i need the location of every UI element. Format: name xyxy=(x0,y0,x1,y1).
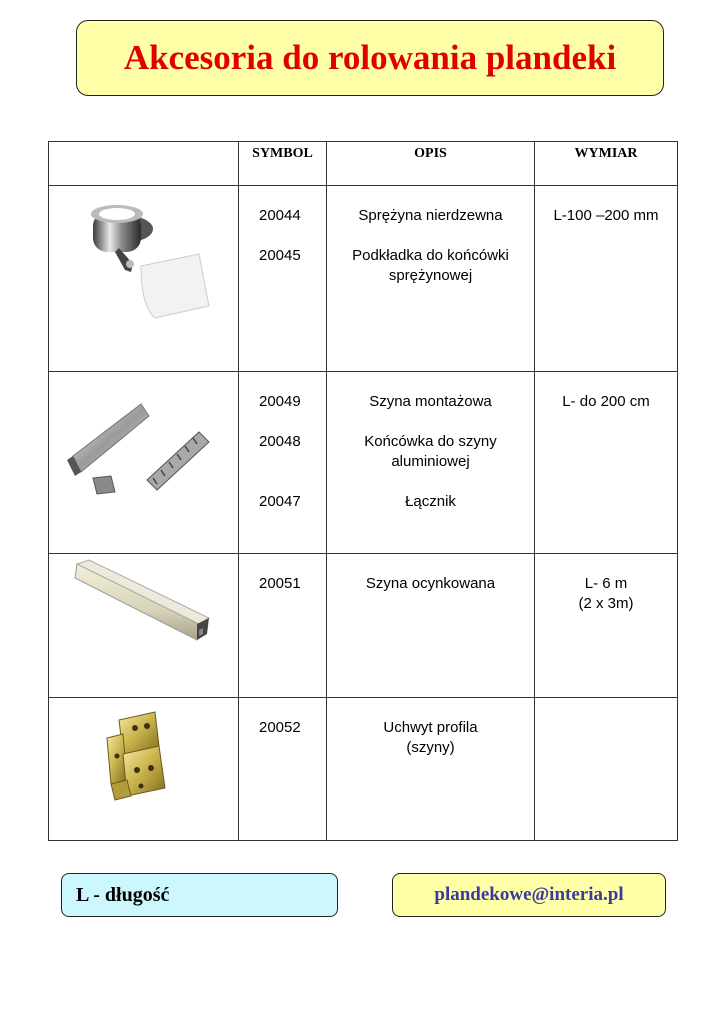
product-image-galvanized-rail xyxy=(49,554,239,698)
dimension-cell xyxy=(535,554,678,698)
symbol-cell xyxy=(239,372,327,554)
description-cell xyxy=(327,554,535,698)
description-text: Podkładka do końcówki sprężynowej xyxy=(352,247,509,284)
header-symbol: SYMBOL xyxy=(239,142,327,186)
email-box xyxy=(392,873,666,917)
dimension-cell xyxy=(535,698,678,841)
products-table xyxy=(48,141,678,841)
table-row xyxy=(49,698,678,841)
description-text: Uchwyt profila (szyny) xyxy=(383,719,478,756)
header-opis: OPIS xyxy=(327,142,535,186)
symbol-text: 20044 xyxy=(259,207,301,224)
dimension-cell xyxy=(535,372,678,554)
symbol-text: 20048 xyxy=(259,433,301,450)
symbol-text: 20052 xyxy=(259,719,301,736)
symbol-text: 20051 xyxy=(259,575,301,592)
description-text: Szyna ocynkowana xyxy=(365,575,496,592)
symbol-cell xyxy=(239,698,327,841)
table-row xyxy=(49,372,678,554)
dimension-text: L-100 –200 mm xyxy=(553,207,659,224)
table-row xyxy=(49,186,678,372)
dimension-cell xyxy=(535,186,678,372)
symbol-text: 20049 xyxy=(259,393,301,410)
symbol-text: 20045 xyxy=(259,247,301,264)
description-text: Sprężyna nierdzewna xyxy=(358,207,503,224)
product-image-spring xyxy=(49,186,239,372)
description-text: Szyna montażowa xyxy=(369,393,492,410)
description-cell xyxy=(327,186,535,372)
symbol-text: 20047 xyxy=(259,493,301,510)
product-image-rail-set xyxy=(49,372,239,554)
length-legend-box xyxy=(61,873,338,917)
page-title: Akcesoria do rolowania plandeki xyxy=(123,38,617,77)
symbol-cell xyxy=(239,186,327,372)
title-banner xyxy=(76,20,664,96)
dimension-text: L- 6 m xyxy=(584,575,628,592)
description-cell xyxy=(327,698,535,841)
table-header-row xyxy=(49,142,678,186)
description-text: Łącznik xyxy=(405,493,456,510)
description-cell xyxy=(327,372,535,554)
product-image-profile-holder xyxy=(49,698,239,841)
email-link[interactable]: plandekowe@interia.pl xyxy=(434,884,624,905)
symbol-cell xyxy=(239,554,327,698)
description-text: Końcówka do szyny aluminiowej xyxy=(364,433,497,470)
header-wymiar: WYMIAR xyxy=(535,142,678,186)
dimension-text: (2 x 3m) xyxy=(578,595,634,612)
length-legend-text: L - długość xyxy=(76,883,170,906)
header-image xyxy=(49,142,239,186)
dimension-text: L- do 200 cm xyxy=(562,393,650,410)
table-row xyxy=(49,554,678,698)
